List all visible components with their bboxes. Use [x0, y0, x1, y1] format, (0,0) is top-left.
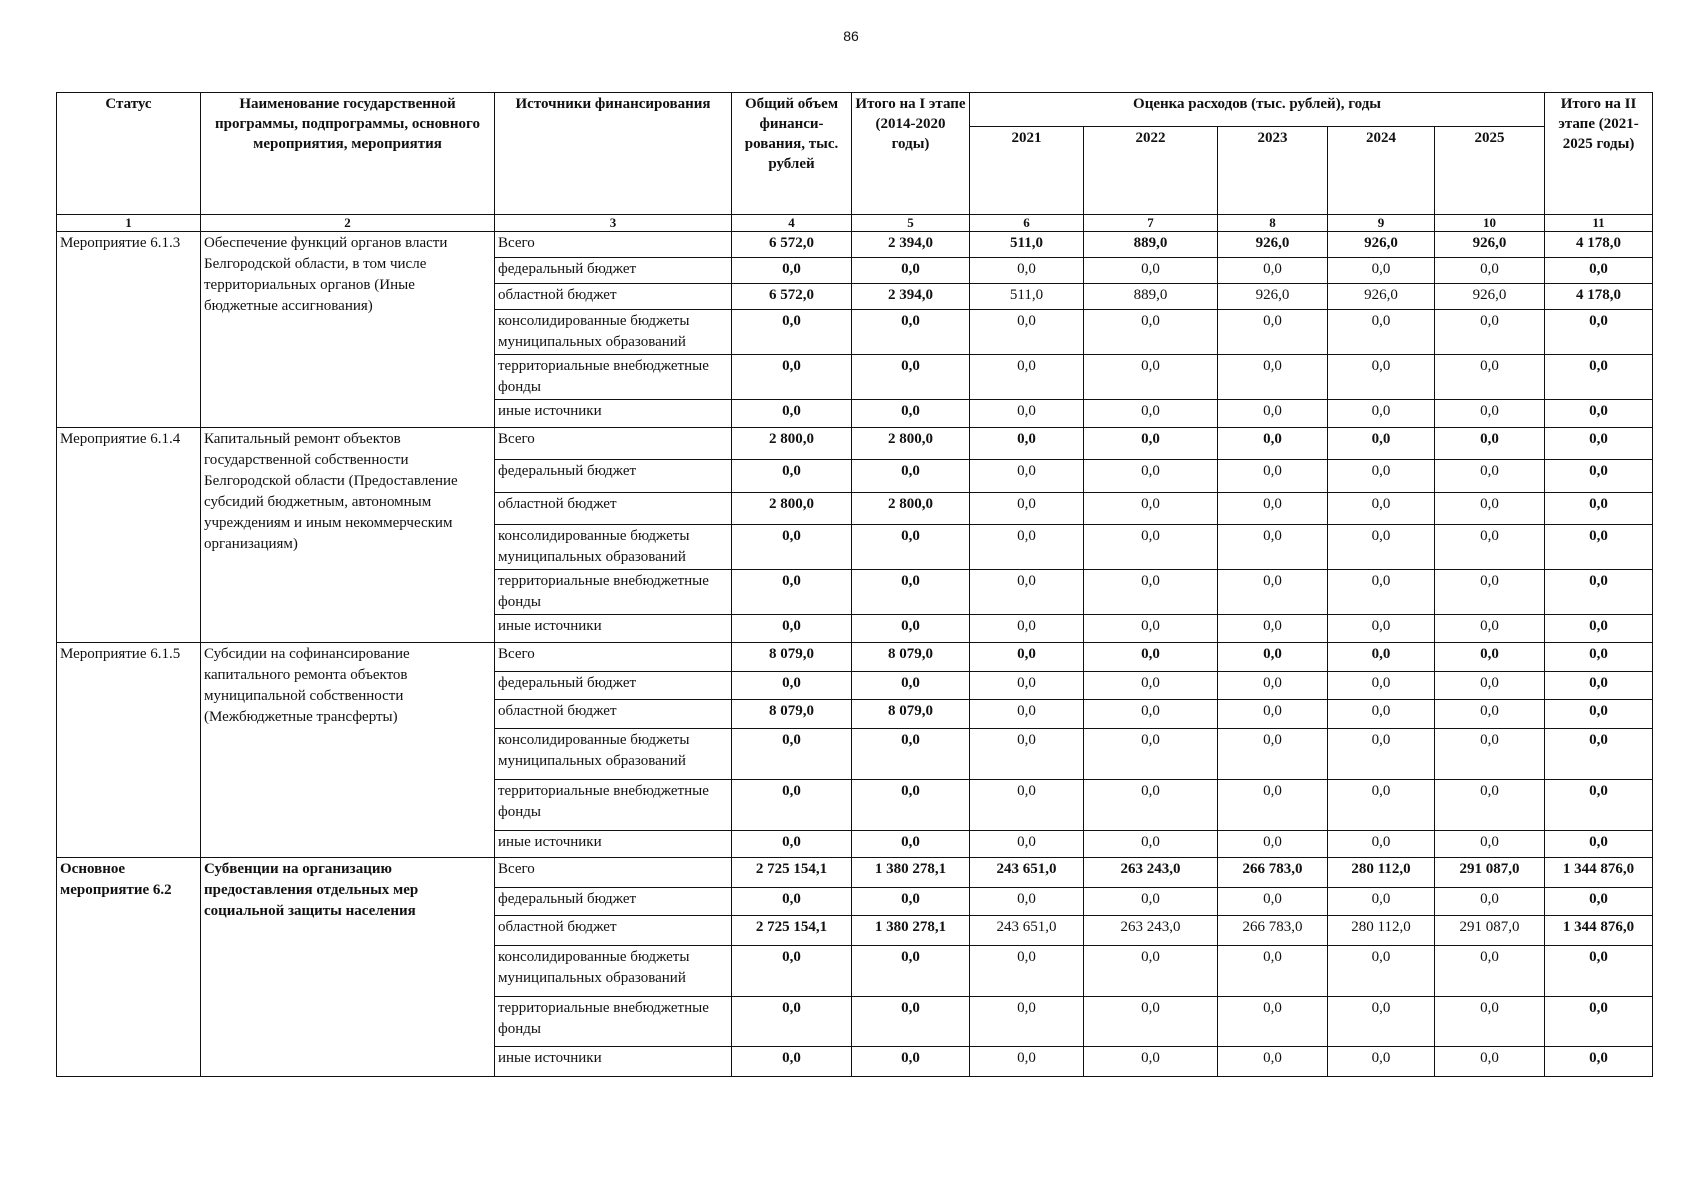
- amount-cell: 0,0: [1545, 615, 1653, 643]
- amount-cell: 0,0: [970, 570, 1084, 615]
- header-status: Статус: [57, 93, 201, 215]
- measure-name-cell: Субсидии на софинансирование капитального ремонта объектов муниципальной собственности (Межбюджетные трансферты): [201, 643, 495, 858]
- column-number: 2: [201, 215, 495, 232]
- amount-cell: 0,0: [1328, 997, 1435, 1047]
- column-number: 4: [732, 215, 852, 232]
- column-number: 11: [1545, 215, 1653, 232]
- amount-cell: 0,0: [732, 888, 852, 916]
- header-name: Наименование государственной программы, подпрограммы, основного мероприятия, мероприятия: [201, 93, 495, 215]
- amount-cell: 0,0: [1218, 355, 1328, 400]
- status-cell: Мероприятие 6.1.4: [57, 428, 201, 643]
- amount-cell: 0,0: [1084, 570, 1218, 615]
- column-number: 6: [970, 215, 1084, 232]
- amount-cell: 0,0: [1218, 831, 1328, 858]
- amount-cell: 0,0: [1328, 729, 1435, 780]
- amount-cell: 0,0: [1435, 831, 1545, 858]
- amount-cell: 0,0: [1218, 493, 1328, 525]
- amount-cell: 0,0: [1545, 310, 1653, 355]
- amount-cell: 0,0: [970, 700, 1084, 729]
- amount-cell: 0,0: [1084, 493, 1218, 525]
- header-year: 2023: [1218, 127, 1328, 215]
- column-number-row: [57, 215, 1653, 232]
- funding-source-cell: иные источники: [495, 615, 732, 643]
- amount-cell: 0,0: [852, 888, 970, 916]
- amount-cell: 0,0: [970, 310, 1084, 355]
- amount-cell: 0,0: [1084, 997, 1218, 1047]
- amount-cell: 4 178,0: [1545, 232, 1653, 258]
- amount-cell: 0,0: [1218, 888, 1328, 916]
- measure-name-cell: Обеспечение функций органов власти Белгородской области, в том числе территориальных органов (Иные бюджетные ассигнования): [201, 232, 495, 428]
- amount-cell: 0,0: [1328, 310, 1435, 355]
- amount-cell: 926,0: [1328, 284, 1435, 310]
- header-stage2: Итого на II этапе (2021-2025 годы): [1545, 93, 1653, 215]
- amount-cell: 0,0: [1328, 570, 1435, 615]
- amount-cell: 0,0: [1545, 400, 1653, 428]
- amount-cell: 0,0: [1328, 355, 1435, 400]
- amount-cell: 0,0: [1435, 729, 1545, 780]
- amount-cell: 0,0: [1218, 729, 1328, 780]
- amount-cell: 0,0: [1435, 997, 1545, 1047]
- amount-cell: 0,0: [1545, 729, 1653, 780]
- amount-cell: 926,0: [1218, 232, 1328, 258]
- amount-cell: 0,0: [1545, 780, 1653, 831]
- amount-cell: 266 783,0: [1218, 858, 1328, 888]
- amount-cell: 0,0: [1218, 780, 1328, 831]
- funding-source-cell: территориальные внебюджетные фонды: [495, 570, 732, 615]
- amount-cell: 280 112,0: [1328, 858, 1435, 888]
- amount-cell: 0,0: [1328, 643, 1435, 672]
- amount-cell: 0,0: [852, 525, 970, 570]
- amount-cell: 0,0: [1084, 888, 1218, 916]
- column-number: 9: [1328, 215, 1435, 232]
- amount-cell: 0,0: [1084, 355, 1218, 400]
- amount-cell: 0,0: [1545, 460, 1653, 493]
- amount-cell: 0,0: [1435, 946, 1545, 997]
- amount-cell: 0,0: [1084, 643, 1218, 672]
- amount-cell: 0,0: [1435, 570, 1545, 615]
- funding-source-cell: областной бюджет: [495, 493, 732, 525]
- header-estimate: Оценка расходов (тыс. рублей), годы: [970, 93, 1545, 127]
- amount-cell: 0,0: [970, 493, 1084, 525]
- amount-cell: 0,0: [1084, 946, 1218, 997]
- amount-cell: 0,0: [1328, 831, 1435, 858]
- amount-cell: 0,0: [1545, 428, 1653, 460]
- amount-cell: 2 800,0: [732, 493, 852, 525]
- funding-source-cell: иные источники: [495, 400, 732, 428]
- funding-source-cell: территориальные внебюджетные фонды: [495, 780, 732, 831]
- amount-cell: 0,0: [970, 729, 1084, 780]
- amount-cell: 0,0: [1084, 700, 1218, 729]
- amount-cell: 0,0: [1545, 831, 1653, 858]
- header-year: 2021: [970, 127, 1084, 215]
- amount-cell: 0,0: [1435, 672, 1545, 700]
- amount-cell: 0,0: [1218, 525, 1328, 570]
- amount-cell: 2 800,0: [852, 428, 970, 460]
- amount-cell: 0,0: [852, 946, 970, 997]
- amount-cell: 0,0: [1545, 570, 1653, 615]
- amount-cell: 0,0: [1545, 643, 1653, 672]
- amount-cell: 0,0: [970, 780, 1084, 831]
- funding-source-cell: иные источники: [495, 1047, 732, 1077]
- column-number: 1: [57, 215, 201, 232]
- amount-cell: 0,0: [1545, 700, 1653, 729]
- funding-source-cell: консолидированные бюджеты муниципальных образований: [495, 525, 732, 570]
- amount-cell: 0,0: [1545, 946, 1653, 997]
- amount-cell: 266 783,0: [1218, 916, 1328, 946]
- amount-cell: 0,0: [732, 525, 852, 570]
- funding-source-cell: федеральный бюджет: [495, 258, 732, 284]
- table-row: [57, 232, 1653, 258]
- amount-cell: 0,0: [1545, 525, 1653, 570]
- amount-cell: 2 394,0: [852, 232, 970, 258]
- table-header: [57, 93, 1653, 232]
- amount-cell: 8 079,0: [732, 700, 852, 729]
- amount-cell: 926,0: [1435, 284, 1545, 310]
- amount-cell: 0,0: [1435, 780, 1545, 831]
- amount-cell: 263 243,0: [1084, 916, 1218, 946]
- amount-cell: 291 087,0: [1435, 916, 1545, 946]
- measure-name-cell: Субвенции на организацию предоставления отдельных мер социальной защиты населения: [201, 858, 495, 1077]
- amount-cell: 0,0: [970, 525, 1084, 570]
- amount-cell: 0,0: [1328, 700, 1435, 729]
- amount-cell: 0,0: [1084, 460, 1218, 493]
- amount-cell: 2 725 154,1: [732, 858, 852, 888]
- amount-cell: 0,0: [1545, 888, 1653, 916]
- amount-cell: 0,0: [1328, 888, 1435, 916]
- amount-cell: 0,0: [1435, 888, 1545, 916]
- amount-cell: 0,0: [970, 1047, 1084, 1077]
- amount-cell: 0,0: [970, 672, 1084, 700]
- funding-source-cell: территориальные внебюджетные фонды: [495, 355, 732, 400]
- amount-cell: 0,0: [970, 615, 1084, 643]
- amount-cell: 6 572,0: [732, 284, 852, 310]
- amount-cell: 0,0: [1435, 1047, 1545, 1077]
- funding-source-cell: федеральный бюджет: [495, 460, 732, 493]
- amount-cell: 0,0: [1545, 672, 1653, 700]
- funding-source-cell: областной бюджет: [495, 916, 732, 946]
- amount-cell: 0,0: [852, 780, 970, 831]
- amount-cell: 0,0: [1218, 310, 1328, 355]
- amount-cell: 1 344 876,0: [1545, 858, 1653, 888]
- column-number: 5: [852, 215, 970, 232]
- amount-cell: 889,0: [1084, 284, 1218, 310]
- amount-cell: 0,0: [732, 310, 852, 355]
- amount-cell: 0,0: [1084, 258, 1218, 284]
- amount-cell: 0,0: [970, 428, 1084, 460]
- funding-source-cell: Всего: [495, 858, 732, 888]
- amount-cell: 0,0: [970, 258, 1084, 284]
- amount-cell: 0,0: [1218, 460, 1328, 493]
- amount-cell: 243 651,0: [970, 858, 1084, 888]
- amount-cell: 0,0: [732, 615, 852, 643]
- amount-cell: 0,0: [852, 1047, 970, 1077]
- header-year: 2022: [1084, 127, 1218, 215]
- amount-cell: 0,0: [970, 355, 1084, 400]
- status-cell: Мероприятие 6.1.5: [57, 643, 201, 858]
- funding-source-cell: консолидированные бюджеты муниципальных образований: [495, 729, 732, 780]
- page-number: 86: [843, 28, 859, 44]
- header-stage1: Итого на I этапе (2014-2020 годы): [852, 93, 970, 215]
- amount-cell: 1 380 278,1: [852, 858, 970, 888]
- amount-cell: 4 178,0: [1545, 284, 1653, 310]
- amount-cell: 0,0: [1328, 428, 1435, 460]
- amount-cell: 0,0: [852, 997, 970, 1047]
- amount-cell: 0,0: [732, 355, 852, 400]
- amount-cell: 0,0: [1084, 672, 1218, 700]
- amount-cell: 0,0: [1328, 780, 1435, 831]
- amount-cell: 0,0: [1435, 700, 1545, 729]
- funding-source-cell: Всего: [495, 232, 732, 258]
- amount-cell: 0,0: [970, 460, 1084, 493]
- amount-cell: 0,0: [852, 831, 970, 858]
- amount-cell: 0,0: [1435, 355, 1545, 400]
- amount-cell: 0,0: [1218, 997, 1328, 1047]
- amount-cell: 0,0: [1435, 493, 1545, 525]
- amount-cell: 2 800,0: [852, 493, 970, 525]
- amount-cell: 0,0: [732, 729, 852, 780]
- amount-cell: 0,0: [970, 400, 1084, 428]
- amount-cell: 0,0: [1218, 700, 1328, 729]
- amount-cell: 0,0: [1084, 400, 1218, 428]
- amount-cell: 291 087,0: [1435, 858, 1545, 888]
- measure-name-cell: Капитальный ремонт объектов государственной собственности Белгородской области (Предоставление субсидий бюджетным, автономным учреждениям и иным некоммерческим организациям): [201, 428, 495, 643]
- funding-source-cell: областной бюджет: [495, 284, 732, 310]
- header-sources: Источники финансирования: [495, 93, 732, 215]
- amount-cell: 0,0: [1218, 400, 1328, 428]
- amount-cell: 2 725 154,1: [732, 916, 852, 946]
- status-cell: Основное мероприятие 6.2: [57, 858, 201, 1077]
- amount-cell: 2 800,0: [732, 428, 852, 460]
- amount-cell: 0,0: [1218, 643, 1328, 672]
- funding-source-cell: федеральный бюджет: [495, 888, 732, 916]
- column-number: 7: [1084, 215, 1218, 232]
- amount-cell: 0,0: [1328, 460, 1435, 493]
- amount-cell: 8 079,0: [852, 700, 970, 729]
- amount-cell: 0,0: [852, 570, 970, 615]
- amount-cell: 0,0: [1218, 570, 1328, 615]
- funding-source-cell: областной бюджет: [495, 700, 732, 729]
- amount-cell: 0,0: [1218, 672, 1328, 700]
- amount-cell: 280 112,0: [1328, 916, 1435, 946]
- amount-cell: 243 651,0: [970, 916, 1084, 946]
- amount-cell: 0,0: [852, 672, 970, 700]
- amount-cell: 0,0: [732, 672, 852, 700]
- amount-cell: 0,0: [1435, 400, 1545, 428]
- amount-cell: 0,0: [732, 570, 852, 615]
- amount-cell: 0,0: [732, 997, 852, 1047]
- amount-cell: 0,0: [1328, 525, 1435, 570]
- funding-source-cell: консолидированные бюджеты муниципальных образований: [495, 946, 732, 997]
- amount-cell: 0,0: [1084, 525, 1218, 570]
- header-year: 2025: [1435, 127, 1545, 215]
- amount-cell: 0,0: [1545, 355, 1653, 400]
- amount-cell: 926,0: [1328, 232, 1435, 258]
- amount-cell: 0,0: [1084, 428, 1218, 460]
- amount-cell: 8 079,0: [732, 643, 852, 672]
- amount-cell: 0,0: [970, 946, 1084, 997]
- amount-cell: 0,0: [1084, 310, 1218, 355]
- amount-cell: 0,0: [970, 888, 1084, 916]
- table-row: [57, 643, 1653, 672]
- amount-cell: 0,0: [732, 258, 852, 284]
- amount-cell: 0,0: [1435, 428, 1545, 460]
- column-number: 8: [1218, 215, 1328, 232]
- amount-cell: 511,0: [970, 284, 1084, 310]
- amount-cell: 0,0: [852, 615, 970, 643]
- amount-cell: 0,0: [732, 831, 852, 858]
- funding-source-cell: консолидированные бюджеты муниципальных образований: [495, 310, 732, 355]
- amount-cell: 0,0: [1435, 615, 1545, 643]
- financing-table: [56, 92, 1653, 1077]
- amount-cell: 926,0: [1435, 232, 1545, 258]
- amount-cell: 0,0: [1328, 400, 1435, 428]
- amount-cell: 0,0: [970, 997, 1084, 1047]
- amount-cell: 0,0: [1218, 428, 1328, 460]
- amount-cell: 0,0: [1218, 946, 1328, 997]
- amount-cell: 0,0: [852, 460, 970, 493]
- amount-cell: 0,0: [1218, 1047, 1328, 1077]
- amount-cell: 0,0: [1218, 615, 1328, 643]
- status-cell: Мероприятие 6.1.3: [57, 232, 201, 428]
- column-number: 10: [1435, 215, 1545, 232]
- amount-cell: 0,0: [1545, 1047, 1653, 1077]
- amount-cell: 1 380 278,1: [852, 916, 970, 946]
- amount-cell: 0,0: [732, 400, 852, 428]
- amount-cell: 0,0: [852, 310, 970, 355]
- amount-cell: 0,0: [852, 258, 970, 284]
- amount-cell: 0,0: [1328, 258, 1435, 284]
- amount-cell: 0,0: [1084, 831, 1218, 858]
- funding-source-cell: Всего: [495, 643, 732, 672]
- amount-cell: 0,0: [1328, 946, 1435, 997]
- amount-cell: 0,0: [1435, 525, 1545, 570]
- amount-cell: 263 243,0: [1084, 858, 1218, 888]
- amount-cell: 6 572,0: [732, 232, 852, 258]
- amount-cell: 0,0: [1218, 258, 1328, 284]
- amount-cell: 0,0: [1545, 493, 1653, 525]
- amount-cell: 0,0: [1084, 1047, 1218, 1077]
- amount-cell: 0,0: [970, 831, 1084, 858]
- table-body: [57, 232, 1653, 1077]
- amount-cell: 511,0: [970, 232, 1084, 258]
- table-row: [57, 428, 1653, 460]
- column-number: 3: [495, 215, 732, 232]
- amount-cell: 926,0: [1218, 284, 1328, 310]
- amount-cell: 0,0: [732, 946, 852, 997]
- amount-cell: 0,0: [1084, 615, 1218, 643]
- amount-cell: 0,0: [1545, 258, 1653, 284]
- amount-cell: 0,0: [1084, 780, 1218, 831]
- amount-cell: 0,0: [852, 729, 970, 780]
- amount-cell: 0,0: [1435, 310, 1545, 355]
- amount-cell: 0,0: [732, 1047, 852, 1077]
- amount-cell: 0,0: [1545, 997, 1653, 1047]
- amount-cell: 1 344 876,0: [1545, 916, 1653, 946]
- amount-cell: 0,0: [852, 400, 970, 428]
- header-year: 2024: [1328, 127, 1435, 215]
- amount-cell: 0,0: [1435, 258, 1545, 284]
- funding-source-cell: территориальные внебюджетные фонды: [495, 997, 732, 1047]
- amount-cell: 0,0: [1435, 460, 1545, 493]
- amount-cell: 889,0: [1084, 232, 1218, 258]
- amount-cell: 0,0: [1084, 729, 1218, 780]
- amount-cell: 8 079,0: [852, 643, 970, 672]
- header-total: Общий объем финанси-рования, тыс. рублей: [732, 93, 852, 215]
- amount-cell: 2 394,0: [852, 284, 970, 310]
- table-row: [57, 858, 1653, 888]
- amount-cell: 0,0: [1328, 1047, 1435, 1077]
- amount-cell: 0,0: [732, 460, 852, 493]
- amount-cell: 0,0: [1328, 672, 1435, 700]
- amount-cell: 0,0: [970, 643, 1084, 672]
- funding-source-cell: федеральный бюджет: [495, 672, 732, 700]
- amount-cell: 0,0: [852, 355, 970, 400]
- amount-cell: 0,0: [1328, 615, 1435, 643]
- amount-cell: 0,0: [1435, 643, 1545, 672]
- amount-cell: 0,0: [732, 780, 852, 831]
- funding-source-cell: иные источники: [495, 831, 732, 858]
- amount-cell: 0,0: [1328, 493, 1435, 525]
- funding-source-cell: Всего: [495, 428, 732, 460]
